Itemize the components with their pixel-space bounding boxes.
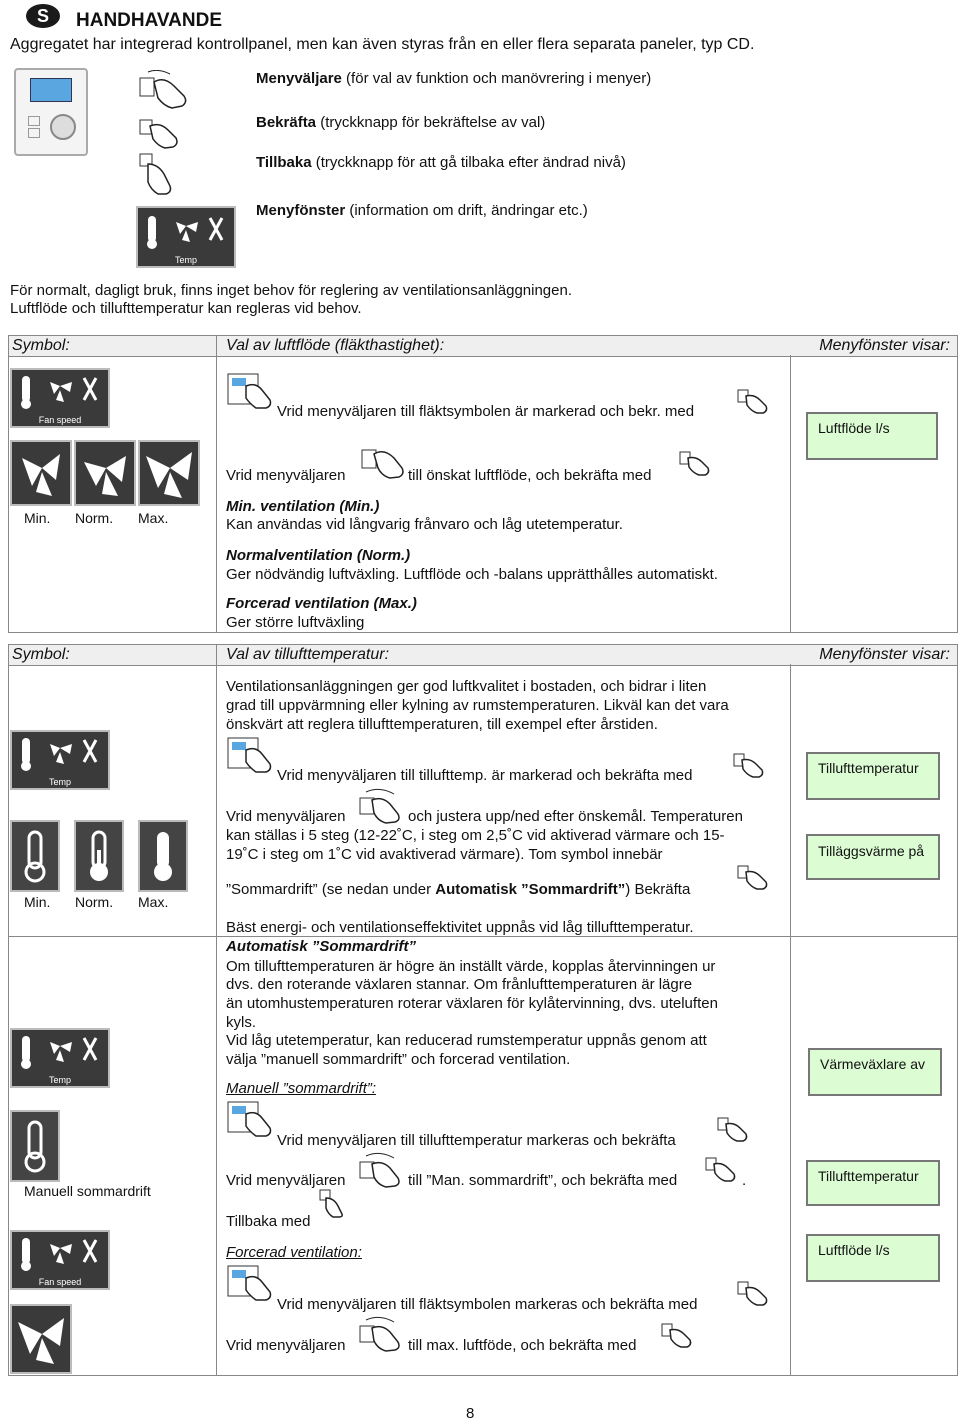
s3-auto-line1: Om tillufttemperaturen är högre än inställt värde, kopplas återvinningen ur	[226, 958, 716, 975]
back-hand-icon	[138, 152, 182, 200]
s1-step1: Vrid menyväljaren till fläktsymbolen är markerad och bekr. med	[277, 403, 695, 420]
menu-window-caption: Temp	[174, 255, 197, 265]
label-manual-summer: Manuell sommardrift	[24, 1183, 151, 1199]
table-header-airflow	[8, 335, 958, 357]
thermometer-min-icon	[10, 820, 60, 892]
menu-display-supply-temp: Tillufttemperatur	[806, 752, 940, 800]
menu-selector-hand-icon	[358, 1150, 406, 1190]
s2-p1-line2: grad till uppvärmning eller kylning av rumstemperaturen. Likväl kan det vara	[226, 697, 729, 714]
col-airflow: Val av luftflöde (fläkthastighet):	[226, 337, 445, 354]
s2-step2b: och justera upp/ned efter önskemål. Temperaturen	[408, 808, 743, 825]
col-symbol: Symbol:	[12, 646, 70, 663]
s2-step3: ”Sommardrift” (se nedan under Automatisk ”Sommardrift”) Bekräfta	[226, 881, 691, 898]
label-norm: Norm.	[75, 894, 114, 910]
s3-m-step2c: .	[742, 1172, 747, 1189]
thermometer-norm-icon	[74, 820, 124, 892]
s2-p1-line1: Ventilationsanläggningen ger god luftkvalitet i bostaden, och bidrar i liten	[226, 678, 707, 695]
col-menu-window: Menyfönster visar:	[819, 646, 950, 663]
col-menu-window: Menyfönster visar:	[819, 337, 950, 354]
page-subtitle: Aggregatet har integrerad kontrollpanel, men kan även styras från en eller flera separata paneler, typ CD.	[10, 36, 755, 53]
menu-selector-hand-icon	[358, 786, 406, 826]
page-number: 8	[466, 1405, 475, 1422]
s1-norm-text: Ger nödvändig luftväxling. Luftflöde och -balans upprätthålles automatiskt.	[226, 566, 718, 583]
s1-norm-title: Normalventilation (Norm.)	[226, 547, 411, 564]
temp-caption: Temp	[48, 1075, 71, 1085]
s3-f-step2a: Vrid menyväljaren	[226, 1337, 346, 1354]
menu-selector-hand-icon	[226, 1264, 274, 1304]
temp-tile	[10, 1028, 110, 1088]
page-title: HANDHAVANDE	[76, 10, 223, 31]
label-norm: Norm.	[75, 510, 114, 526]
s3-auto-title: Automatisk ”Sommardrift”	[226, 938, 417, 955]
back-hand-icon	[318, 1188, 348, 1218]
intro-line-1: För normalt, dagligt bruk, finns inget behov för reglering av ventilationsanläggningen.	[10, 282, 573, 299]
col-symbol: Symbol:	[12, 337, 70, 354]
s1-step2a: Vrid menyväljaren	[226, 467, 346, 484]
confirm-hand-icon	[736, 388, 770, 418]
menu-display-extra-heat: Tilläggsvärme på	[806, 834, 940, 880]
confirm-hand-icon	[732, 752, 766, 782]
menu-display-supply-temp: Tillufttemperatur	[806, 1160, 940, 1206]
label-min: Min.	[24, 894, 51, 910]
s3-manual-title: Manuell ”sommardrift”:	[226, 1080, 377, 1097]
table-header-temperature	[8, 644, 958, 666]
s3-m-step2b: till ”Man. sommardrift”, och bekräfta med	[408, 1172, 678, 1189]
confirm-hand-icon	[138, 116, 182, 152]
fan-speed-tile	[10, 368, 110, 428]
menu-selector-hand-icon	[226, 736, 274, 776]
legend-menu-window: Menyfönster (information om drift, ändringar etc.)	[256, 202, 588, 219]
confirm-hand-icon	[678, 450, 712, 480]
col-temperature: Val av tillufttemperatur:	[226, 646, 390, 663]
label-max: Max.	[138, 510, 169, 526]
menu-display-airflow: Luftflöde l/s	[806, 1234, 940, 1282]
fan-norm-icon	[74, 440, 136, 506]
fan-max-icon	[10, 1304, 72, 1374]
s1-min-title: Min. ventilation (Min.)	[226, 498, 380, 515]
label-max: Max.	[138, 894, 169, 910]
intro-line-2: Luftflöde och tillufttemperatur kan regleras vid behov.	[10, 300, 362, 317]
s2-step2a: Vrid menyväljaren	[226, 808, 346, 825]
menu-selector-hand-icon	[358, 1314, 406, 1354]
s1-step2b: till önskat luftflöde, och bekräfta med	[408, 467, 652, 484]
s1-min-text: Kan användas vid långvarig frånvaro och låg utetemperatur.	[226, 516, 623, 533]
s1-max-text: Ger större luftväxling	[226, 614, 365, 631]
confirm-hand-icon	[736, 864, 770, 894]
menu-window-image	[136, 206, 236, 268]
s3-forced-title: Forcerad ventilation:	[226, 1244, 362, 1261]
s2-step2c: kan ställas i 5 steg (12-22˚C, i steg om 2,5˚C vid aktiverad värmare och 15-	[226, 827, 725, 844]
menu-selector-hand-icon	[360, 446, 406, 484]
legend-confirm: Bekräfta (tryckknapp för bekräftelse av val)	[256, 114, 546, 131]
s3-m-step2a: Vrid menyväljaren	[226, 1172, 346, 1189]
fan-min-icon	[10, 440, 72, 506]
confirm-hand-icon	[736, 1280, 770, 1310]
s2-step2d: 19˚C i steg om 1˚C vid avaktiverad värmare). Tom symbol innebär	[226, 846, 663, 863]
s3-p0: Bäst energi- och ventilationseffektivitet uppnås vid låg tillufttemperatur.	[226, 919, 694, 936]
s3-auto-line2: dvs. den roterande växlaren stannar. Om frånlufttemperaturen är lägre	[226, 976, 693, 993]
menu-display-airflow: Luftflöde l/s	[806, 412, 938, 460]
s2-p1-line3: önskvärt att reglera tillufttemperaturen, till exempel efter årstiden.	[226, 716, 658, 733]
fan-speed-tile	[10, 1230, 110, 1290]
control-panel-image	[14, 68, 88, 156]
menu-display-heat-exchanger: Värmeväxlare av	[808, 1048, 942, 1096]
confirm-hand-icon	[660, 1322, 694, 1352]
legend-menu-selector: Menyväljare (för val av funktion och manövrering i menyer)	[256, 70, 652, 87]
s3-f-step1: Vrid menyväljaren till fläktsymbolen markeras och bekräfta med	[277, 1296, 698, 1313]
s3-m-step3: Tillbaka med	[226, 1213, 311, 1230]
confirm-hand-icon	[716, 1116, 750, 1146]
temp-caption: Temp	[48, 777, 71, 787]
s3-auto-line6: välja ”manuell sommardrift” och forcerad ventilation.	[226, 1051, 571, 1068]
thermometer-max-icon	[138, 820, 188, 892]
legend-back: Tillbaka (tryckknapp för att gå tilbaka efter ändrad nivå)	[256, 154, 626, 171]
temp-tile	[10, 730, 110, 790]
menu-selector-hand-icon	[138, 70, 190, 110]
confirm-hand-icon	[704, 1156, 738, 1186]
s1-max-title: Forcerad ventilation (Max.)	[226, 595, 417, 612]
fan-speed-caption: Fan speed	[38, 415, 82, 425]
s3-f-step2b: till max. luftföde, och bekräfta med	[408, 1337, 637, 1354]
s3-auto-line5: Vid låg utetemperatur, kan reducerad rumstemperatur uppnås genom att	[226, 1032, 707, 1049]
s3-auto-line4: kyls.	[226, 1014, 256, 1031]
fan-max-icon	[138, 440, 200, 506]
label-min: Min.	[24, 510, 51, 526]
fan-speed-caption: Fan speed	[38, 1277, 82, 1287]
s2-step1: Vrid menyväljaren till tillufttemp. är markerad och bekräfta med	[277, 767, 693, 784]
thermometer-empty-icon	[10, 1110, 60, 1182]
s3-auto-line3: än utomhustemperaturen roterar växlaren för kylåtervinning, dvs. uteluften	[226, 995, 718, 1012]
section-badge: S	[26, 4, 60, 28]
s3-m-step1: Vrid menyväljaren till tillufttemperatur markeras och bekräfta	[277, 1132, 676, 1149]
menu-selector-hand-icon	[226, 1100, 274, 1140]
menu-selector-hand-icon	[226, 372, 274, 412]
